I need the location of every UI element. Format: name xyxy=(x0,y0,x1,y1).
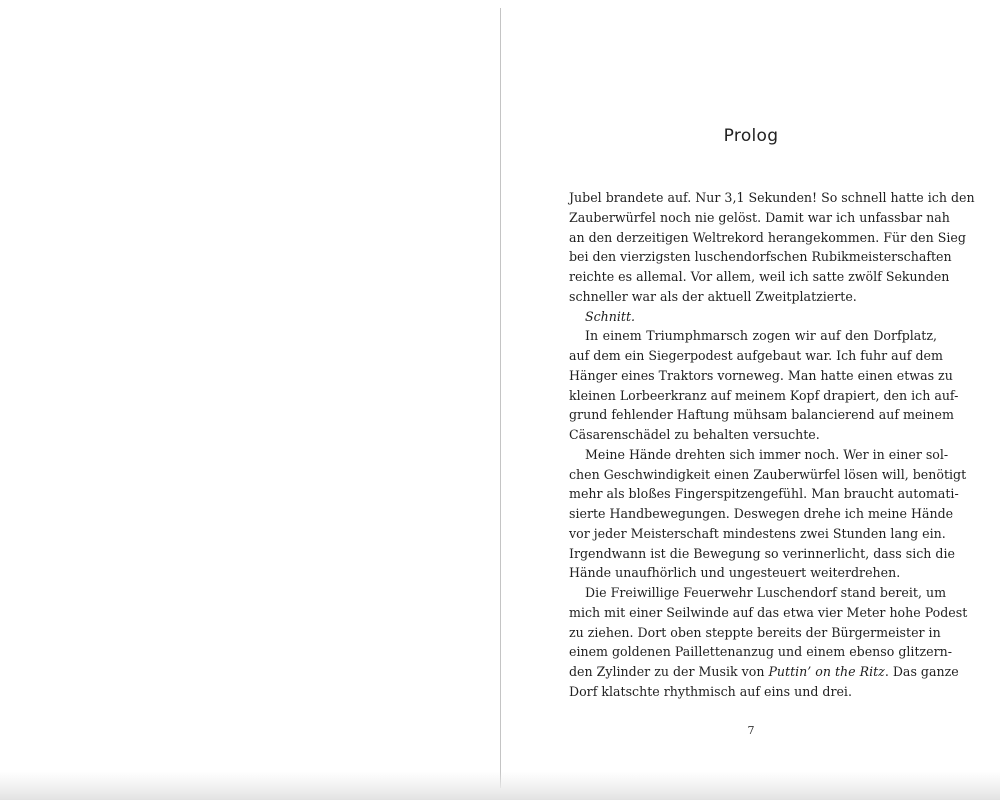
text-line: mehr als bloßes Fingerspitzengefühl. Man braucht automati- xyxy=(569,486,959,502)
page-number: 7 xyxy=(747,724,755,737)
text-line: Hände unaufhörlich und ungesteuert weiterdrehen. xyxy=(569,565,901,581)
text-line: Hänger eines Traktors vorneweg. Man hatte einen etwas zu xyxy=(569,367,953,383)
bottom-shadow xyxy=(0,772,1000,800)
line-segment: den Zylinder zu der Musik von xyxy=(569,664,769,679)
line-segment: . Das ganze xyxy=(884,664,959,679)
text-line: mich mit einer Seilwinde auf das etwa vier Meter hohe Podest xyxy=(569,604,968,620)
scene-break-italic: Schnitt. xyxy=(585,308,636,324)
text-line: auf dem ein Siegerpodest aufgebaut war. Ich fuhr auf dem xyxy=(569,348,943,363)
text-line: einem goldenen Paillettenanzug und einem ebenso glitzern- xyxy=(569,644,952,660)
text-line: Dorf klatschte rhythmisch auf eins und drei. xyxy=(569,683,852,699)
text-line: sierte Handbewegungen. Deswegen drehe ich meine Hände xyxy=(569,506,954,521)
text-line: Irgendwann ist die Bewegung so verinnerlicht, dass sich die xyxy=(569,545,955,561)
text-line-with-song-title xyxy=(569,662,959,682)
text-line: grund fehlender Haftung mühsam balancierend auf meinem xyxy=(569,407,954,423)
text-line: an den derzeitigen Weltrekord herangekommen. Für den Sieg xyxy=(569,229,966,245)
text-line: reichte es allemal. Vor allem, weil ich satte zwölf Sekunden xyxy=(569,269,950,284)
text-line: Die Freiwillige Feuerwehr Luschendorf stand bereit, um xyxy=(585,585,947,600)
text-line: kleinen Lorbeerkranz auf meinem Kopf drapiert, den ich auf- xyxy=(569,387,959,403)
song-title-italic: Puttin’ on the Ritz xyxy=(768,664,885,679)
right-page xyxy=(501,0,1000,788)
text-line: schneller war als der aktuell Zweitplatzierte. xyxy=(569,288,857,304)
text-line: Jubel brandete auf. Nur 3,1 Sekunden! So schnell hatte ich den xyxy=(569,190,975,205)
left-page-blank xyxy=(0,0,500,788)
body-text xyxy=(569,188,975,702)
text-line: Meine Hände drehten sich immer noch. Wer in einer sol- xyxy=(585,446,949,462)
text-line: Cäsarenschädel zu behalten versuchte. xyxy=(569,427,820,442)
text-line: bei den vierzigsten luschendorfschen Rubikmeisterschaften xyxy=(569,249,952,265)
text-line: chen Geschwindigkeit einen Zauberwürfel lösen will, benötigt xyxy=(569,466,967,482)
chapter-title: Prolog xyxy=(723,126,779,146)
text-line: Zauberwürfel noch nie gelöst. Damit war ich unfassbar nah xyxy=(569,209,950,225)
text-line: vor jeder Meisterschaft mindestens zwei Stunden lang ein. xyxy=(569,525,946,541)
text-line: In einem Triumphmarsch zogen wir auf den Dorfplatz, xyxy=(585,328,937,344)
text-line: zu ziehen. Dort oben steppte bereits der Bürgermeister in xyxy=(569,624,941,640)
text-line-scene-break xyxy=(569,307,937,327)
